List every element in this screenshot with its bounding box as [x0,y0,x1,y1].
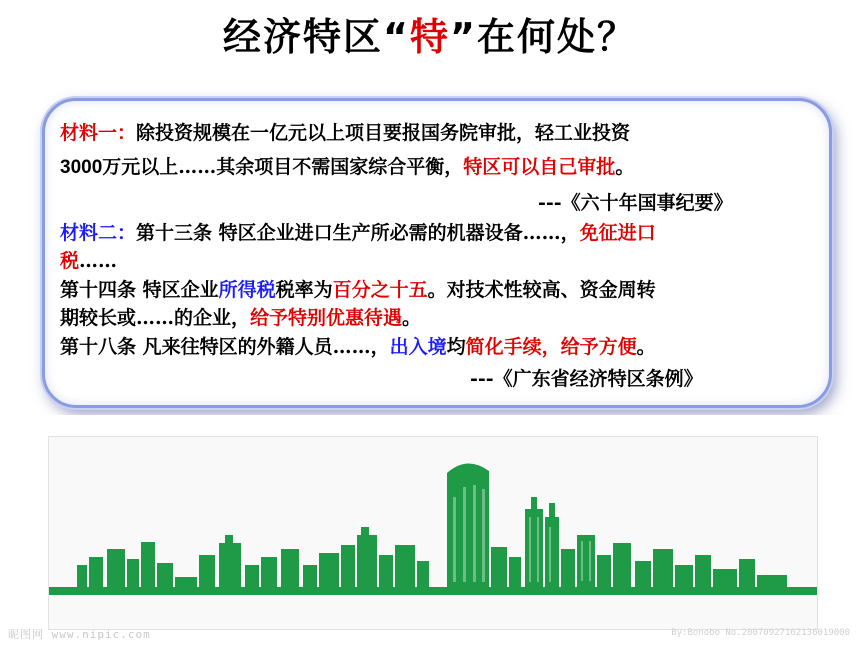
material2-line5: 第十八条 凡来往特区的外籍人员……，出入境均简化手续，给予方便。 [60,336,656,358]
watermark-left: 昵图网 www.nipic.com [8,628,151,641]
material2-line3: 第十四条 特区企业所得税税率为百分之十五。对技术性较高、资金周转 [60,279,656,301]
skyline-image [48,436,818,630]
material2-source: ---《广东省经济特区条例》 [470,368,703,390]
city-skyline-illustration [49,437,817,629]
material1-line2: 3000万元以上……其余项目不需国家综合平衡，特区可以自己审批。 [60,156,635,178]
page-title: 经济特区“特”在何处？ [223,15,637,59]
material1-label: 材料一： [60,122,137,144]
material2-line2: 税…… [60,250,118,272]
material1-source: ---《六十年国事纪要》 [538,192,733,214]
material2-line4: 期较长或……的企业，给予特别优惠待遇。 [60,307,422,329]
material2-label: 材料二： [60,222,137,244]
material1-line1: 材料一：除投资规模在一亿元以上项目要报国务院审批，轻工业投资 [60,122,631,144]
title-highlight: 特 [409,15,450,59]
watermark-right: By:Bonobo No.20070927162136019000 [671,628,850,638]
material2-line1: 材料二：第十三条 特区企业进口生产所必需的机器设备……，免征进口 [60,222,656,244]
